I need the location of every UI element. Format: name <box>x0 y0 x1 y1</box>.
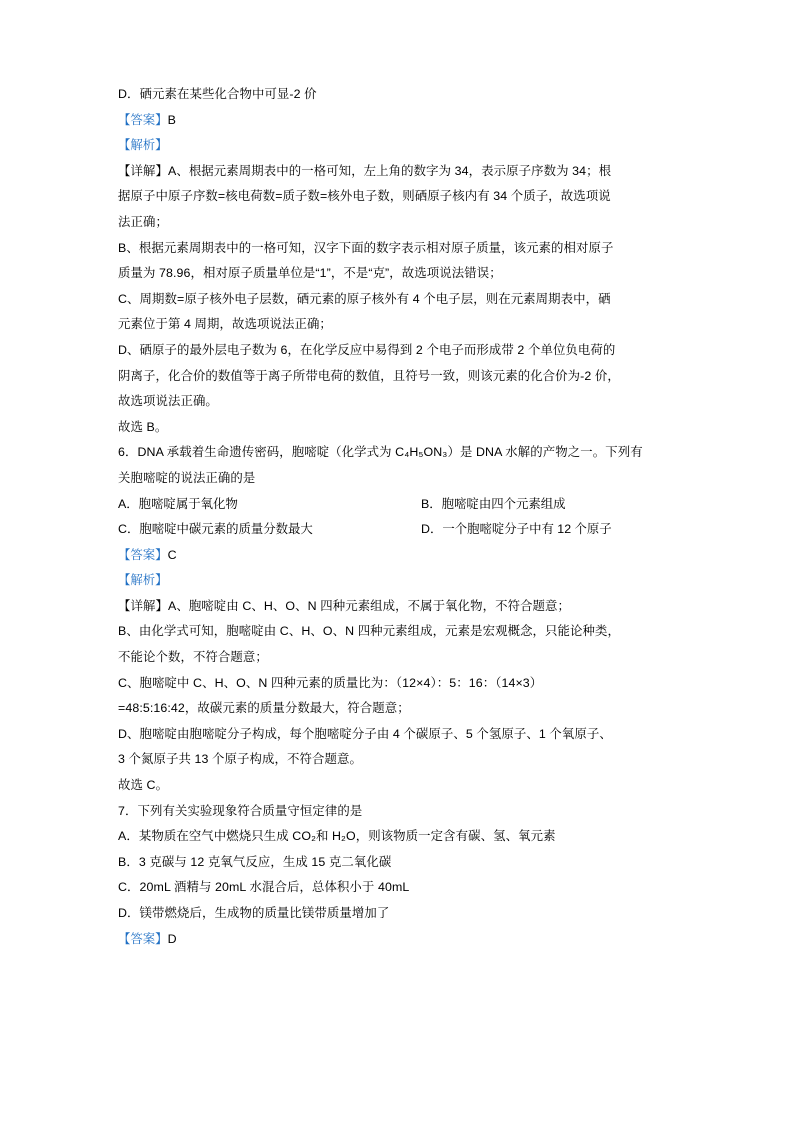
text-line: C、周期数=原子核外电子层数，硒元素的原子核外有 4 个电子层，则在元素周期表中，硒 <box>118 291 611 306</box>
text-line: 故选 C。 <box>118 778 169 793</box>
answer-value: B <box>167 112 176 127</box>
analysis-tag-line <box>118 568 680 594</box>
text-line: 故选项说法正确。 <box>118 394 218 409</box>
text-line: 元素位于第 4 周期，故选项说法正确； <box>118 317 332 332</box>
question-7-line-1: 7．下列有关实验现象符合质量守恒定律的是 <box>118 803 363 818</box>
text-line: 故选 B。 <box>118 419 168 434</box>
text-line: 质量为 78.96，相对原子质量单位是“1”，不是“克”，故选项说法错误； <box>118 266 502 281</box>
text-line: 法正确； <box>118 214 168 229</box>
option-d: D．一个胞嘧啶分子中有 12 个原子 <box>421 522 612 537</box>
text-line: D、硒原子的最外层电子数为 6，在化学反应中易得到 2 个电子而形成带 2 个单位负电荷的 <box>118 342 616 357</box>
text-line: 3 个氮原子共 13 个原子构成，不符合题意。 <box>118 752 362 767</box>
option-c: C．胞嘧啶中碳元素的质量分数最大 <box>118 522 313 537</box>
question-7-option-b: B．3 克碳与 12 克氧气反应，生成 15 克二氧化碳 <box>118 854 392 869</box>
option-b: B．胞嘧啶由四个元素组成 <box>421 496 566 511</box>
answer-label: 【答案】 <box>118 112 168 127</box>
text-line: 据原子中原子序数=核电荷数=质子数=核外电子数，则硒原子核内有 34 个质子，故选项说 <box>118 189 611 204</box>
question-6-line-2: 关胞嘧啶的说法正确的是 <box>118 470 256 485</box>
answer-label: 【答案】 <box>118 931 168 946</box>
analysis-label: 【解析】 <box>118 138 168 153</box>
question-7-option-c: C．20mL 酒精与 20mL 水混合后，总体积小于 40mL <box>118 880 410 895</box>
text-line: 不能论个数，不符合题意； <box>118 650 268 665</box>
question-6-options-row-2 <box>118 517 680 543</box>
text-line: B、由化学式可知，胞嘧啶由 C、H、O、N 四种元素组成，元素是宏观概念，只能论种类， <box>118 624 620 639</box>
text-line: =48:5:16:42，故碳元素的质量分数最大，符合题意； <box>118 701 410 716</box>
question-7-option-d: D．镁带燃烧后，生成物的质量比镁带质量增加了 <box>118 906 390 920</box>
text-line: 【详解】A、胞嘧啶由 C、H、O、N 四种元素组成，不属于氧化物，不符合题意； <box>118 598 571 613</box>
answer-tag-line <box>118 108 680 134</box>
text-line: D．硒元素在某些化合物中可显-2 价 <box>118 87 317 101</box>
answer-tag-line <box>118 543 680 569</box>
question-6-options-row-1 <box>118 492 680 518</box>
text-line: 阴离子，化合价的数值等于离子所带电荷的数值，且符号一致，则该元素的化合价为-2 价， <box>118 368 620 383</box>
analysis-tag-line <box>118 133 680 159</box>
answer-value: C <box>167 547 177 562</box>
analysis-label: 【解析】 <box>118 573 168 588</box>
document-body <box>118 82 680 952</box>
answer-label: 【答案】 <box>118 547 168 562</box>
text-line: B、根据元素周期表中的一格可知，汉字下面的数字表示相对原子质量，该元素的相对原子 <box>118 240 614 255</box>
text-line: C、胞嘧啶中 C、H、O、N 四种元素的质量比为：（12×4）：5：16：（14×3） <box>118 675 543 690</box>
text-line: D、胞嘧啶由胞嘧啶分子构成，每个胞嘧啶分子由 4 个碳原子、5 个氢原子、1 个氧原子、 <box>118 726 612 741</box>
question-6-line-1: 6．DNA 承载着生命遗传密码，胞嘧啶（化学式为 C₄H₅ON₃）是 DNA 水解的产物之一。下列有 <box>118 445 643 460</box>
answer-value: D <box>167 931 177 946</box>
question-7-option-a: A．某物质在空气中燃烧只生成 CO₂和 H₂O，则该物质一定含有碳、氢、氧元素 <box>118 829 556 844</box>
option-a: A．胞嘧啶属于氧化物 <box>118 496 238 511</box>
text-line: 【详解】A、根据元素周期表中的一格可知，左上角的数字为 34，表示原子序数为 34；根 <box>118 163 612 178</box>
answer-tag-line <box>118 927 680 953</box>
